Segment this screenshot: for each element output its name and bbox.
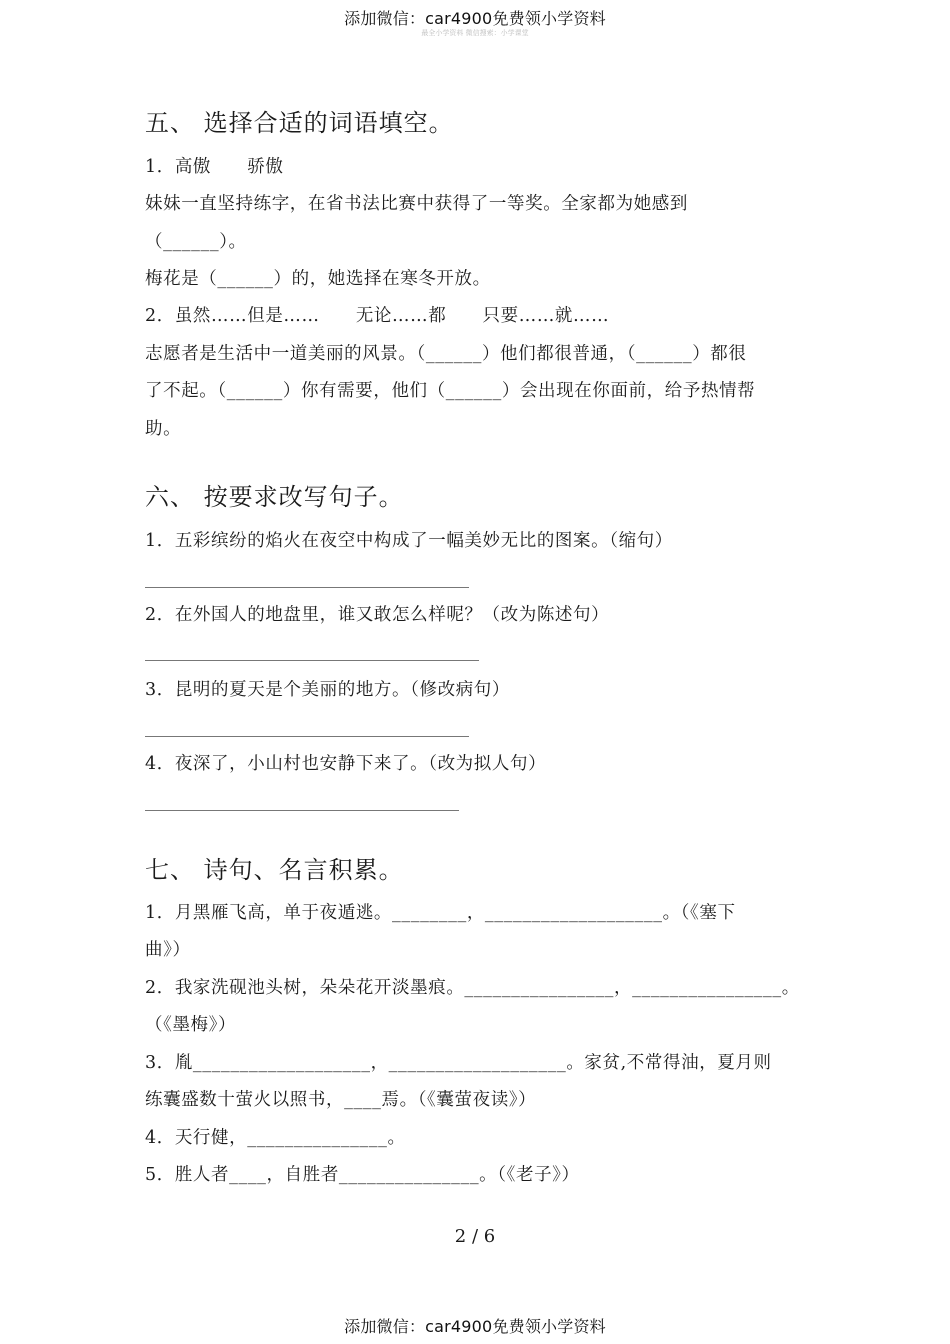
s6-item-2: 2．在外国人的地盘里，谁又敢怎么样呢？（改为陈述句） [145, 605, 610, 625]
s5-q2-line1: 志愿者是生活中一道美丽的风景。（______）他们都很普通，（______）都很 [145, 344, 747, 364]
s7-q1-line2: 曲》） [145, 940, 191, 960]
watermark-bottom: 添加微信：car4900免费领小学资料 [344, 1317, 606, 1336]
s7-q2-line1: 2．我家洗砚池头树，朵朵花开淡墨痕。________________，________________。 [145, 978, 800, 998]
s5-q1-sentence1-line1: 妹妹一直坚持练字，在省书法比赛中获得了一等奖。全家都为她感到 [145, 194, 688, 214]
section-6-title: 六、 按要求改写句子。 [145, 483, 404, 511]
s6-item-1: 1．五彩缤纷的焰火在夜空中构成了一幅美妙无比的图案。（缩句） [145, 531, 673, 551]
s7-q4: 4．天行健，_______________。 [145, 1128, 406, 1148]
s6-answer-line-4[interactable] [145, 810, 459, 811]
section-7-title: 七、 诗句、名言积累。 [145, 856, 404, 884]
s7-q3-line1: 3．胤___________________，___________________。家贫,不常得油，夏月则 [145, 1053, 772, 1073]
s7-q5: 5．胜人者____，自胜者_______________。（《老子》） [145, 1165, 580, 1185]
s7-q3-line2: 练囊盛数十萤火以照书，____焉。（《囊萤夜读》） [145, 1090, 537, 1110]
section-5-title: 五、 选择合适的词语填空。 [145, 109, 454, 137]
s7-q1-line1: 1．月黑雁飞高，单于夜遁逃。________，___________________。（《塞下 [145, 903, 736, 923]
s7-q2-line2: （《墨梅》） [145, 1015, 237, 1035]
watermark-small: 最全小学资料 微信搜索：小学课堂 [421, 29, 529, 37]
s5-q2-line3: 助。 [145, 419, 182, 439]
s5-q2-line2: 了不起。（______）你有需要，他们（______）会出现在你面前，给予热情帮 [145, 381, 756, 401]
s5-q1-sentence2: 梅花是（______）的，她选择在寒冬开放。 [145, 269, 491, 289]
s5-q1-sentence1-line2: （______）。 [145, 232, 247, 252]
s6-answer-line-1[interactable] [145, 587, 469, 588]
s6-answer-line-2[interactable] [145, 660, 479, 661]
s6-item-4: 4．夜深了，小山村也安静下来了。（改为拟人句） [145, 754, 547, 774]
watermark-top: 添加微信：car4900免费领小学资料 [344, 9, 606, 28]
s5-q2-words: 2．虽然……但是…… 无论……都 只要……就…… [145, 306, 610, 326]
s5-q1-words: 1．高傲 骄傲 [145, 157, 284, 177]
s6-answer-line-3[interactable] [145, 736, 469, 737]
page-number: 2 / 6 [454, 1226, 496, 1247]
s6-item-3: 3．昆明的夏天是个美丽的地方。（修改病句） [145, 680, 510, 700]
